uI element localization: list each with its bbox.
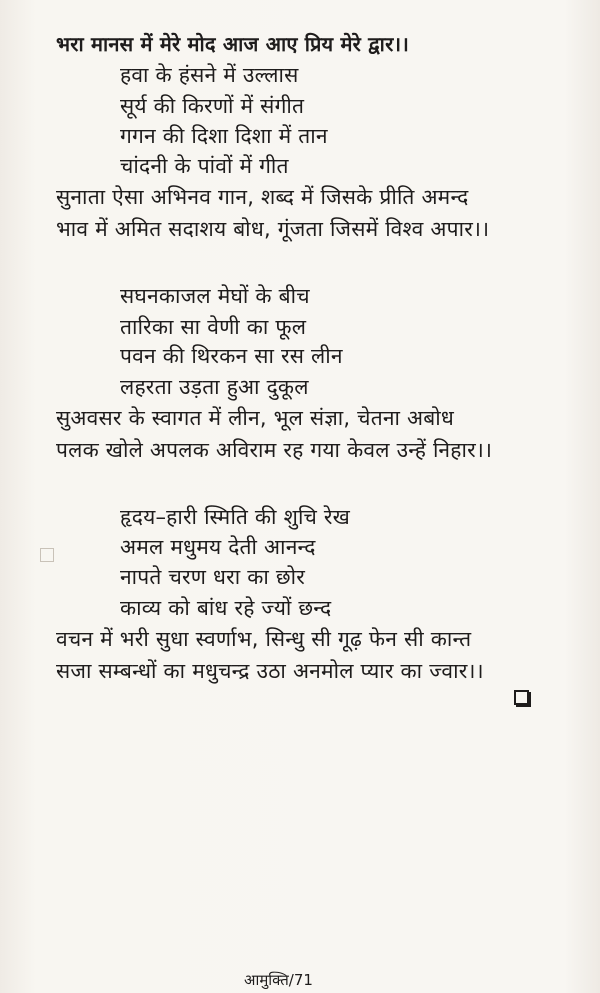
poem-line: चांदनी के पांवों में गीत	[120, 154, 289, 178]
poem-line: गगन की दिशा दिशा में तान	[120, 124, 328, 148]
poem-line: सघनकाजल मेघों के बीच	[120, 284, 310, 308]
poem-line: सुअवसर के स्वागत में लीन, भूल संज्ञा, चेतना अबोध	[56, 406, 455, 430]
poem-line: सुनाता ऐसा अभिनव गान, शब्द में जिसके प्रीति अमन्द	[56, 185, 469, 209]
poem-line: अमल मधुमय देती आनन्द	[120, 535, 316, 559]
poem-line: तारिका सा वेणी का फूल	[120, 315, 307, 339]
show-through-box-icon	[40, 548, 54, 562]
poem-line: पलक खोले अपलक अविराम रह गया केवल उन्हें निहार।।	[56, 438, 493, 462]
poem-line: सजा सम्बन्धों का मधुचन्द्र उठा अनमोल प्यार का ज्वार।।	[56, 659, 484, 683]
end-mark-box-icon	[514, 690, 529, 705]
poem-line: भाव में अमित सदाशय बोध, गूंजता जिसमें विश्व अपार।।	[56, 217, 490, 241]
poem-line: काव्य को बांध रहे ज्यों छन्द	[120, 596, 332, 620]
poem-line: हृदय–हारी स्मिति की शुचि रेख	[120, 505, 351, 529]
poem-line: पवन की थिरकन सा रस लीन	[120, 344, 343, 368]
poem-line: हवा के हंसने में उल्लास	[120, 63, 299, 87]
poem-line: नापते चरण धरा का छोर	[120, 565, 306, 589]
page-footer: आमुक्ति/71	[244, 971, 313, 989]
poem-line: लहरता उड़ता हुआ दुकूल	[120, 375, 309, 399]
poem-line: सूर्य की किरणों में संगीत	[120, 94, 305, 118]
poem-title: भरा मानस में मेरे मोद आज आए प्रिय मेरे द्वार।।	[56, 32, 410, 56]
poem-line: वचन में भरी सुधा स्वर्णाभ, सिन्धु सी गूढ़ फेन सी कान्त	[56, 627, 472, 651]
